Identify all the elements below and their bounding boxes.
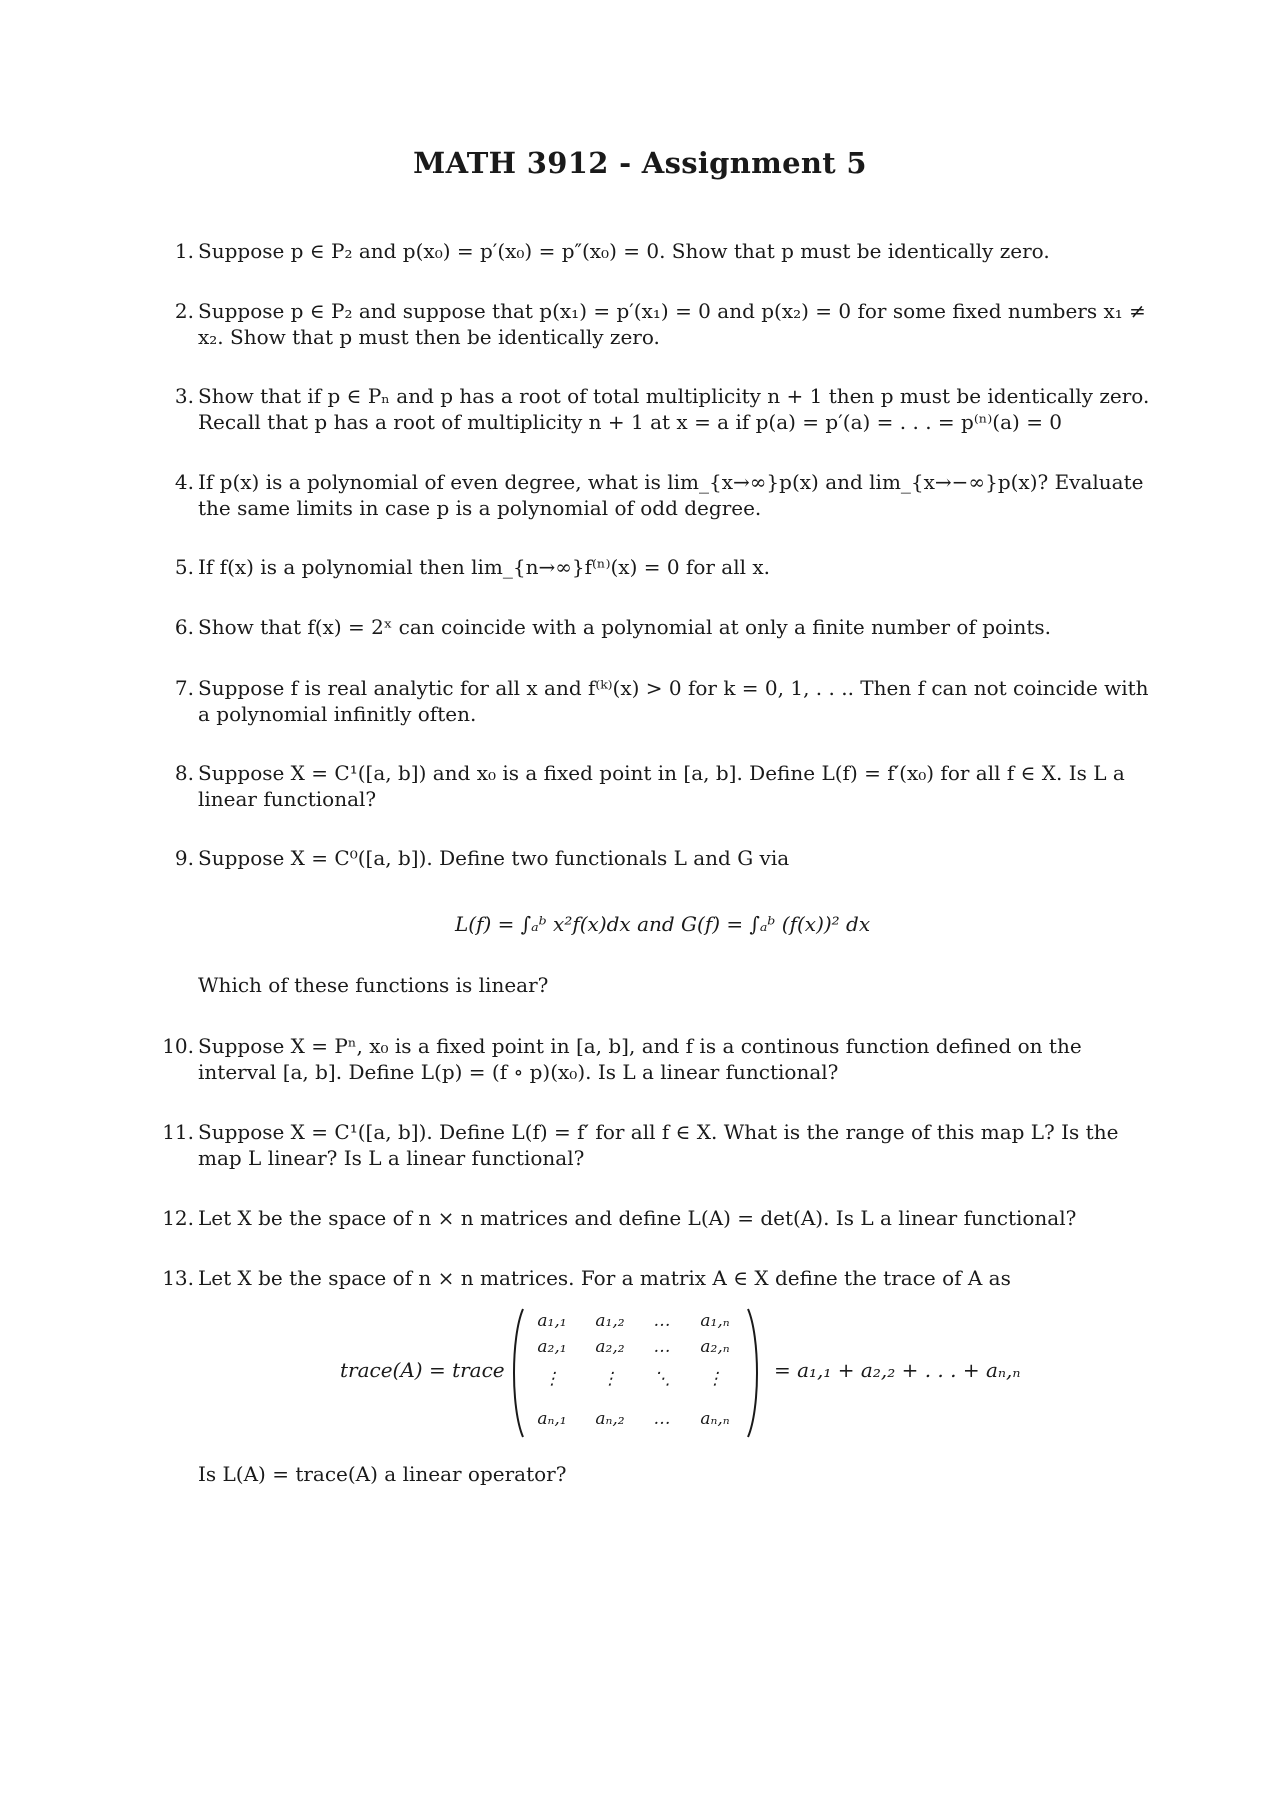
trace-lhs: trace(A) = trace	[340, 1358, 505, 1382]
matrix-cell: ⋮	[543, 1369, 561, 1389]
problem-number: 13.	[162, 1266, 194, 1290]
problem-text: Suppose f is real analytic for all x and f⁽ᵏ⁾(x) > 0 for k = 0, 1, . . .. Then f can not coincide with a polynomial infinitly often.	[198, 676, 1149, 726]
trace-equation	[340, 1305, 1040, 1445]
trace-rhs: = a₁,₁ + a₂,₂ + . . . + aₙ,ₙ	[774, 1358, 1021, 1382]
matrix-cell: ⋱	[653, 1369, 671, 1389]
problem-text: Show that f(x) = 2ˣ can coincide with a polynomial at only a finite number of points.	[198, 615, 1051, 639]
problem-number: 10.	[162, 1034, 194, 1058]
problem-text: If f(x) is a polynomial then lim_{n→∞}f⁽ⁿ⁾(x) = 0 for all x.	[198, 555, 770, 579]
right-paren-icon	[744, 1307, 764, 1439]
matrix-cell: a₂,₁	[537, 1337, 567, 1357]
problem-text: Suppose p ∈ P₂ and p(x₀) = p′(x₀) = p″(x₀) = 0. Show that p must be identically zero.	[198, 239, 1050, 263]
problem-number: 1.	[174, 239, 194, 263]
matrix-cell: …	[653, 1311, 671, 1331]
problem-text: Suppose X = Pⁿ, x₀ is a fixed point in [a, b], and f is a continous function defined on the interval [a, b]. Define L(p) = (f ∘ p)(x₀). Is L a linear functional?	[198, 1034, 1082, 1084]
problem-number: 11.	[162, 1120, 194, 1144]
matrix-cell: a₂,₂	[595, 1337, 625, 1357]
problem-text: Suppose X = C⁰([a, b]). Define two functionals L and G via	[198, 846, 790, 870]
problem-number: 3.	[174, 384, 194, 408]
matrix-cell: ⋮	[601, 1369, 619, 1389]
page-title: MATH 3912 - Assignment 5	[413, 146, 867, 180]
problem-number: 8.	[174, 761, 194, 785]
matrix-cell: …	[653, 1337, 671, 1357]
problem-text: Show that if p ∈ Pₙ and p has a root of total multiplicity n + 1 then p must be identically zero. Recall that p has a root of multiplicity n + 1 at x = a if p(a) = p′(a) = . . . = p⁽ⁿ⁾(a) = 0	[198, 384, 1150, 434]
problem-number: 2.	[174, 299, 194, 323]
problem-number: 4.	[174, 470, 194, 494]
problem-text: Suppose p ∈ P₂ and suppose that p(x₁) = p′(x₁) = 0 and p(x₂) = 0 for some fixed numbers x₁ ≠ x₂. Show that p must then be identically zero.	[198, 299, 1146, 349]
problem-number: 9.	[174, 846, 194, 870]
matrix-cell: a₁,₁	[537, 1311, 567, 1331]
problem-number: 6.	[174, 615, 194, 639]
matrix-cell: a₂,ₙ	[700, 1337, 730, 1357]
p9-followup-text: Which of these functions is linear?	[198, 973, 549, 997]
matrix-cell: ⋮	[706, 1369, 724, 1389]
matrix-cell: aₙ,ₙ	[700, 1409, 730, 1429]
problem-text: Let X be the space of n × n matrices. For a matrix A ∈ X define the trace of A as	[198, 1266, 1011, 1290]
problem-text: Suppose X = C¹([a, b]). Define L(f) = f′ for all f ∈ X. What is the range of this map L? Is the map L linear? Is L a linear functional?	[198, 1120, 1119, 1170]
p13-followup-text: Is L(A) = trace(A) a linear operator?	[198, 1462, 567, 1486]
problem-number: 12.	[162, 1206, 194, 1230]
p9-display-equation: L(f) = ∫ₐᵇ x²f(x)dx and G(f) = ∫ₐᵇ (f(x))² dx	[455, 912, 871, 936]
problem-text: Suppose X = C¹([a, b]) and x₀ is a fixed point in [a, b]. Define L(f) = f′(x₀) for all f ∈ X. Is L a linear functional?	[198, 761, 1125, 811]
problem-number: 5.	[174, 555, 194, 579]
matrix-cell: a₁,ₙ	[700, 1311, 730, 1331]
problem-text: Let X be the space of n × n matrices and define L(A) = det(A). Is L a linear functional?	[198, 1206, 1077, 1230]
matrix-cell: …	[653, 1409, 671, 1429]
matrix-cell: aₙ,₁	[537, 1409, 567, 1429]
matrix-cell: a₁,₂	[595, 1311, 625, 1331]
matrix-cell: aₙ,₂	[595, 1409, 625, 1429]
problem-number: 7.	[174, 676, 194, 700]
problem-text: If p(x) is a polynomial of even degree, what is lim_{x→∞}p(x) and lim_{x→−∞}p(x)? Evaluate the same limits in case p is a polynomial of odd degree.	[198, 470, 1144, 520]
